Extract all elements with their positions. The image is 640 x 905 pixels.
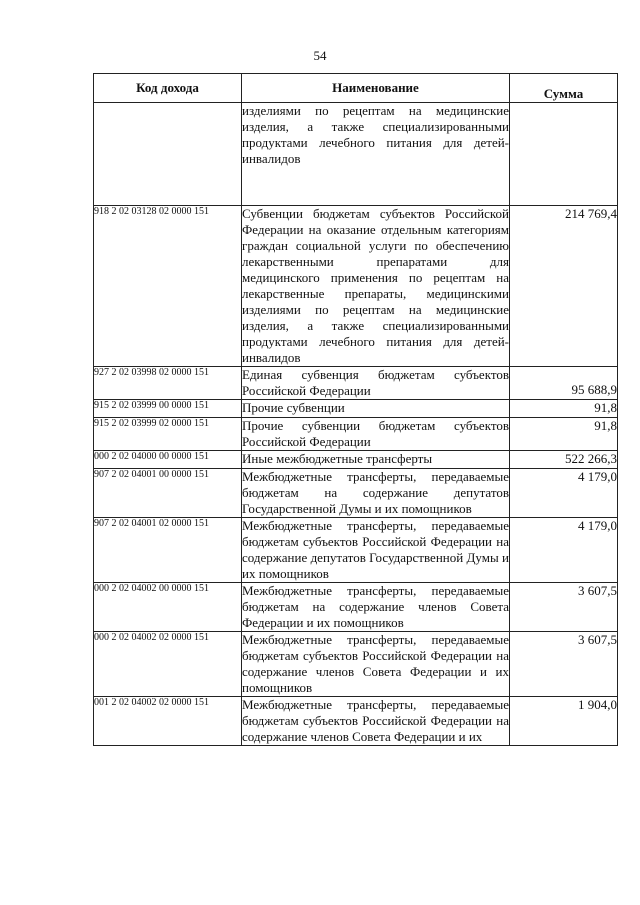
row-code	[94, 103, 242, 206]
row-sum: 95 688,9	[510, 367, 618, 400]
table-row	[94, 451, 618, 469]
row-code: 000 2 02 04000 00 0000 151	[94, 451, 242, 469]
table-row	[94, 518, 618, 583]
row-code: 000 2 02 04002 02 0000 151	[94, 632, 242, 697]
table-row	[94, 400, 618, 418]
row-name: Межбюджетные трансферты, передаваемые бюджетам субъектов Российской Федерации на содержание членов Совета Федерации и их помощников	[242, 632, 509, 695]
row-sum: 3 607,5	[510, 632, 618, 697]
page-number: 54	[313, 48, 327, 63]
row-sum	[510, 103, 618, 206]
row-sum: 4 179,0	[510, 518, 618, 583]
row-name: изделиями по рецептам на медицинские изделия, а также специализированными продуктами лечебного питания для детей-инвалидов	[242, 103, 510, 206]
row-sum: 3 607,5	[510, 583, 618, 632]
row-name: Иные межбюджетные трансферты	[242, 451, 510, 469]
row-code: 927 2 02 03998 02 0000 151	[94, 367, 242, 400]
row-code: 907 2 02 04001 00 0000 151	[94, 469, 242, 518]
table-row	[94, 103, 618, 206]
row-code: 000 2 02 04002 00 0000 151	[94, 583, 242, 632]
table-row	[94, 418, 618, 451]
revenue-table	[93, 73, 618, 746]
table-row	[94, 697, 618, 746]
table-row	[94, 469, 618, 518]
row-name: Межбюджетные трансферты, передаваемые бюджетам субъектов Российской Федерации на содержание членов Совета Федерации и их	[242, 697, 509, 744]
row-name: Межбюджетные трансферты, передаваемые бюджетам субъектов Российской Федерации на содержание депутатов Государственной Думы и их помощников	[242, 518, 509, 581]
row-sum: 214 769,4	[510, 206, 618, 367]
row-name: Единая субвенция бюджетам субъектов Российской Федерации	[242, 367, 509, 398]
row-code: 001 2 02 04002 02 0000 151	[94, 697, 242, 746]
table-row	[94, 367, 618, 400]
row-name: Субвенции бюджетам субъектов Российской Федерации на оказание отдельным категориям граждан социальной услуги по обеспечению лекарственными препаратами для медицинского применения по рецептам на лекарственные препараты, медицинскими изделиями по рецептам на медицинские изделия, а также специализированными продуктами лечебного питания для детей-инвалидов	[242, 206, 509, 365]
row-code: 918 2 02 03128 02 0000 151	[94, 206, 242, 367]
header-name: Наименование	[242, 74, 510, 103]
row-name: Прочие субвенции бюджетам субъектов Российской Федерации	[242, 418, 509, 449]
row-sum: 1 904,0	[510, 697, 618, 746]
row-code: 907 2 02 04001 02 0000 151	[94, 518, 242, 583]
row-code: 915 2 02 03999 02 0000 151	[94, 418, 242, 451]
row-sum: 4 179,0	[510, 469, 618, 518]
row-name: Прочие субвенции	[242, 400, 510, 418]
table-row	[94, 632, 618, 697]
table-row	[94, 206, 618, 367]
row-name: Межбюджетные трансферты, передаваемые бюджетам на содержание депутатов Государственной Думы и их помощников	[242, 469, 509, 516]
header-sum: Сумма	[510, 74, 618, 103]
table-row	[94, 583, 618, 632]
row-code: 915 2 02 03999 00 0000 151	[94, 400, 242, 418]
header-code: Код дохода	[94, 74, 242, 103]
row-sum: 91,8	[510, 400, 618, 418]
row-sum: 522 266,3	[510, 451, 618, 469]
table-header-row	[94, 74, 618, 103]
row-sum: 91,8	[510, 418, 618, 451]
row-name: Межбюджетные трансферты, передаваемые бюджетам на содержание членов Совета Федерации и их помощников	[242, 583, 509, 630]
